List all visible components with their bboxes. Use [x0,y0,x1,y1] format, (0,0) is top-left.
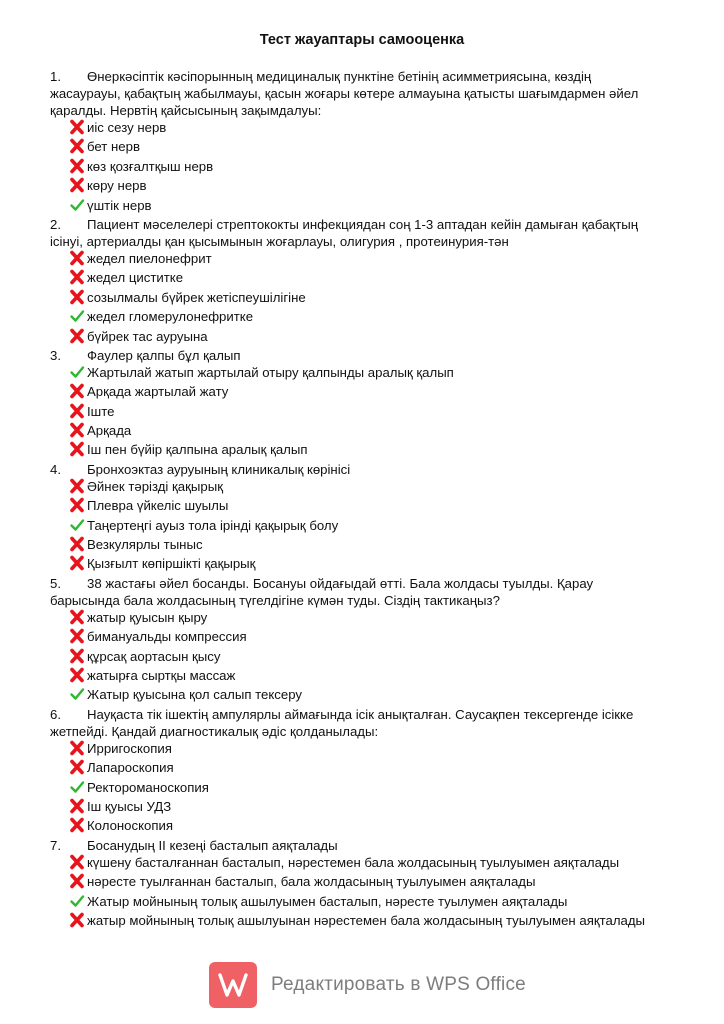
question-number: 4. [50,461,61,477]
answer-option [50,779,664,798]
answer-text: Колоноскопия [87,818,174,834]
wrong-cross-icon [69,667,87,684]
answer-text: созылмалы бүйрек жетіспеушілігіне [87,289,306,305]
answer-option [50,497,664,516]
wrong-cross-icon [69,740,87,757]
answer-text: көз қозғалтқыш нерв [87,158,214,174]
question-number: 1. [50,69,61,84]
answer-option [50,873,664,892]
answer-option [50,138,664,157]
question-text: Босанудың ІІ кезеңі басталып аяқталады [87,837,338,853]
answer-text: жедел гломерулонефритке [87,309,254,325]
answer-text: бет нерв [87,139,140,155]
wrong-cross-icon [69,441,87,458]
answer-text: жатырға сыртқы массаж [87,667,236,683]
wrong-cross-icon [69,119,87,136]
answer-option [50,308,664,327]
wrong-cross-icon [69,497,87,514]
answer-option [50,740,664,759]
wrong-cross-icon [69,854,87,871]
answer-option [50,817,664,836]
wrong-cross-icon [69,817,87,834]
answer-option [50,912,664,929]
answer-option [50,536,664,555]
question-number: 2. [50,216,61,232]
answer-option [50,177,664,196]
correct-check-icon [69,308,87,325]
answer-option [50,854,664,873]
answer-option [50,364,664,383]
answer-text: Арқада жартылай жату [87,384,229,400]
edit-in-wps-label: Редактировать в WPS Office [271,974,526,995]
answer-text: Ректороманоскопия [87,779,209,795]
answer-option [50,403,664,422]
question-text: Пациент мәселелері стрептококты инфекциядан соң 1-3 аптадан кейін дамыған қабақтың ісінуі, артериалды қан қысымынын жоғарлауы, олигурия , протеинурия-тән [50,216,638,249]
answer-option [50,517,664,536]
answer-option [50,119,664,138]
answer-option [50,250,664,269]
answer-text: жатыр қуысын қыру [87,609,208,625]
answer-text: Арқада [87,423,132,439]
question-text: Науқаста тік ішектің ампулярлы аймағында ісік анықталған. Саусақпен тексергенде ісікке жетпейді. Қандай диагностикалық әдіс қолданылады: [50,706,634,739]
question-1 [50,68,664,119]
answer-option [50,759,664,778]
wrong-cross-icon [69,609,87,626]
answer-option [50,648,664,667]
question-number: 5. [50,575,61,591]
answer-option [50,289,664,308]
question-6 [50,706,664,740]
answer-text: жедел циститке [87,270,184,286]
wrong-cross-icon [69,177,87,194]
wrong-cross-icon [69,759,87,776]
answer-option [50,269,664,288]
answer-text: күшену басталғаннан басталып, нәрестемен бала жолдасының туылуымен аяқталады [87,854,620,870]
answer-option [50,383,664,402]
answer-text: Іш қуысы УДЗ [87,798,172,814]
answer-text: Плевра үйкеліс шуылы [87,498,229,514]
answer-option [50,628,664,647]
answer-text: Жатыр қуысына қол салып тексеру [87,687,303,703]
answer-text: Везкулярлы тыныс [87,537,203,553]
question-2 [50,216,664,250]
document-title: Тест жауаптары самооценка [259,32,465,48]
answer-option [50,555,664,574]
answer-text: нәресте туылғаннан басталып, бала жолдасының туылуымен аяқталады [87,874,536,890]
answer-text: Әйнек тәрізді қақырық [87,478,223,494]
answer-option [50,893,664,912]
answer-text: Жартылай жатып жартылай отыру қалпынды аралық қалып [87,364,454,380]
answer-option [50,197,664,216]
answer-text: Лапароскопия [87,760,174,776]
answer-option [50,158,664,177]
question-number: 7. [50,837,61,853]
correct-check-icon [69,893,87,910]
wrong-cross-icon [69,478,87,495]
edit-in-wps-banner[interactable] [209,962,539,1008]
wrong-cross-icon [69,798,87,815]
correct-check-icon [69,364,87,381]
question-text: 38 жастағы әйел босанды. Босануы ойдағыдай өтті. Бала жолдасы туылды. Қарау барысында бала жолдасының түгелдігіне күмән туды. Сіздің тактикаңыз? [50,575,594,608]
wrong-cross-icon [69,158,87,175]
wrong-cross-icon [69,138,87,155]
wrong-cross-icon [69,555,87,572]
wrong-cross-icon [69,873,87,890]
question-number: 3. [50,347,61,363]
wrong-cross-icon [69,250,87,267]
answer-option [50,609,664,628]
correct-check-icon [69,779,87,796]
question-text: Бронхоэктаз ауруының клиникалық көрінісі [87,461,351,477]
question-text: Фаулер қалпы бұл қалып [87,347,241,363]
answer-text: үштік нерв [87,197,152,213]
wrong-cross-icon [69,383,87,400]
question-3 [50,347,664,364]
answer-text: жедел пиелонефрит [87,250,212,266]
answer-option [50,686,664,705]
answer-text: Іш пен бүйір қалпына аралық қалып [87,442,308,458]
wrong-cross-icon [69,628,87,645]
question-list [50,68,664,929]
answer-text: Іште [87,403,115,419]
wrong-cross-icon [69,536,87,553]
answer-option [50,328,664,347]
answer-text: иіс сезу нерв [87,120,167,135]
wrong-cross-icon [69,289,87,306]
wrong-cross-icon [69,328,87,345]
wrong-cross-icon [69,912,87,929]
answer-text: құрсақ аортасын қысу [87,648,221,664]
question-7 [50,837,664,854]
correct-check-icon [69,517,87,534]
answer-text: Жатыр мойнының толық ашылуымен басталып, нәресте туылумен аяқталады [87,893,568,909]
correct-check-icon [69,686,87,703]
answer-text: бүйрек тас ауруына [87,328,208,344]
correct-check-icon [69,197,87,214]
answer-text: көру нерв [87,178,147,194]
wrong-cross-icon [69,648,87,665]
wrong-cross-icon [69,422,87,439]
answer-text: Ирригоскопия [87,740,172,756]
answer-option [50,478,664,497]
answer-text: жатыр мойнының толық ашылуынан нәрестемен бала жолдасының туылуымен аяқталады [87,912,646,928]
answer-option [50,422,664,441]
answer-text: Таңертеңгі ауыз тола ірінді қақырық болу [87,517,339,533]
answer-option [50,441,664,460]
answer-text: Қызғылт көпіршікті қақырық [87,556,256,572]
wps-logo-icon [209,962,257,1008]
wrong-cross-icon [69,403,87,420]
wrong-cross-icon [69,269,87,286]
question-5 [50,575,664,609]
question-number: 6. [50,706,61,722]
question-text: Өнеркәсіптік кәсіпорынның медициналық пунктіне бетінің асимметриясына, көздің жасаурауы, қабақтың жабылмауы, қасын жоғары көтере алмауына қатысты шағымдармен әйел қаралды. Нервтің қайсысының зақымдалуы: [50,69,639,118]
question-4 [50,461,664,478]
answer-option [50,798,664,817]
answer-option [50,667,664,686]
answer-text: бимануальды компрессия [87,629,247,645]
